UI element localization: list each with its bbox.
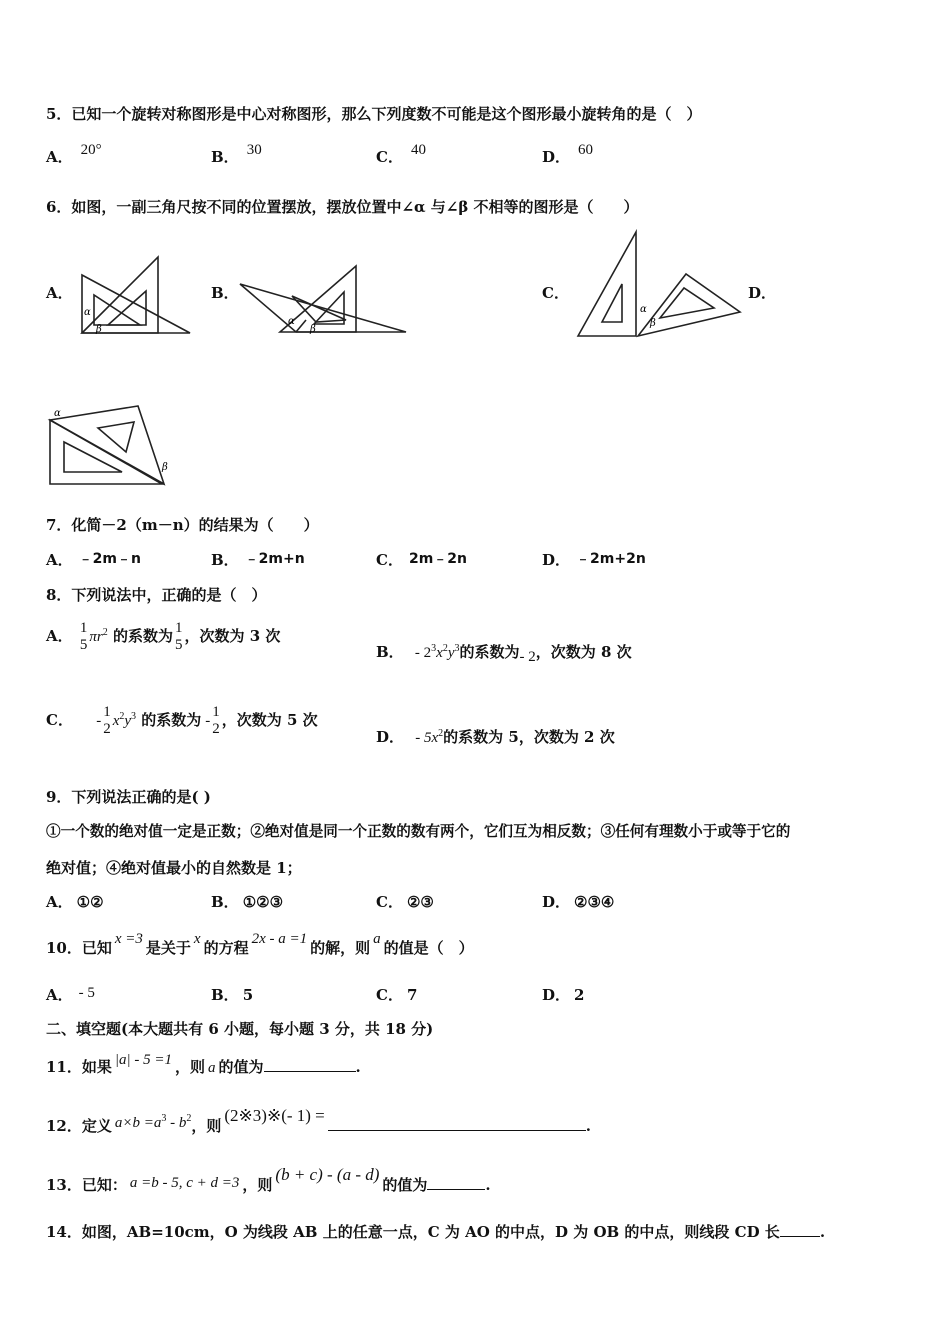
q13-answer-blank[interactable]: [427, 1175, 485, 1190]
q11-answer-blank[interactable]: [264, 1057, 356, 1072]
q5-option-a[interactable]: A． 20°: [46, 142, 102, 166]
q7-option-d[interactable]: D． ﹣2m+2n: [542, 551, 646, 569]
q14-stem: 14．如图，AB=10cm，O 为线段 AB 上的任意一点，C 为 AO 的中点，D 为 OB 的中点，则线段 CD 长 .: [46, 1223, 826, 1241]
q7-option-b[interactable]: B． ﹣2m+n: [211, 551, 305, 569]
q7-option-a[interactable]: A． ﹣2m﹣n: [46, 551, 141, 569]
q5-option-d[interactable]: D． 60: [542, 142, 594, 166]
q14-answer-blank[interactable]: [780, 1222, 820, 1237]
q9-option-a[interactable]: A． ①②: [46, 893, 104, 911]
q8c-coef-fraction: 1 2: [212, 704, 220, 737]
q9-statements-line2: 绝对值；④绝对值最小的自然数是 1；: [46, 859, 302, 877]
q10-option-d[interactable]: D． 2: [542, 986, 585, 1004]
q8-option-c[interactable]: C． - 1 2 $x^2y^3$ 的系数为 - 1 2 ，次数为 5 次: [46, 704, 318, 737]
q6b-alpha-label: α: [288, 316, 295, 327]
q8-stem: 8．下列说法中，正确的是（ ）: [46, 586, 267, 604]
q6c-beta-label: β: [650, 318, 656, 329]
q12-stem: 12．定义 $a\times b =a^3 - b^2$，则(2※3)※(- 1) =.: [46, 1106, 592, 1135]
q6a-beta-label: β: [96, 324, 102, 335]
q8-option-b[interactable]: B． - $2^3x^2y^3$的系数为- 2，次数为 8 次: [376, 643, 632, 665]
q11-stem: 11．如果 |a| - 5 =1 ，则 a 的值为 .: [46, 1052, 361, 1076]
q6d-alpha-label: α: [54, 408, 61, 419]
q8-option-d[interactable]: D． - $5x^2$的系数为 5，次数为 2 次: [376, 728, 615, 746]
q6-option-a[interactable]: A．: [46, 284, 73, 302]
q6-option-d[interactable]: D．: [748, 284, 777, 302]
q8-option-a[interactable]: A． 1 5 $\pi r^2$ 的系数为 1 5 ，次数为 3 次: [46, 620, 281, 653]
q9-stem: 9．下列说法正确的是( ): [46, 788, 211, 806]
q5-option-b[interactable]: B． 30: [211, 142, 262, 166]
q10-option-c[interactable]: C． 7: [376, 986, 418, 1004]
q13-stem: 13．已知： a =b - 5, c + d =3 ，则(b + c) - (a - d)的值为 .: [46, 1165, 491, 1194]
q7-stem: 7．化简－2（m－n）的结果为（ ）: [46, 516, 319, 534]
q7-option-c[interactable]: C． 2m﹣2n: [376, 551, 467, 569]
q6a-alpha-label: α: [84, 307, 91, 318]
q6-figure-d: [42, 402, 176, 490]
q8c-fraction: 1 2: [103, 704, 111, 737]
q6-stem: 6．如图，一副三角尺按不同的位置摆放，摆放位置中∠α 与∠β 不相等的图形是（ ）: [46, 198, 639, 216]
q9-option-c[interactable]: C． ②③: [376, 893, 434, 911]
q6-option-c[interactable]: C．: [542, 284, 569, 302]
q6-option-b[interactable]: B．: [211, 284, 239, 302]
q10-option-b[interactable]: B． 5: [211, 986, 254, 1004]
q10-stem: 10．已知 x =3 是关于 x 的方程 2x - a =1 的解，则 a 的值是（ ）: [46, 931, 474, 957]
q9-option-b[interactable]: B． ①②③: [211, 893, 284, 911]
q5-stem: 5．已知一个旋转对称图形是中心对称图形，那么下列度数不可能是这个图形最小旋转角的是（ ）: [46, 105, 702, 123]
q9-statements-line1: ①一个数的绝对值一定是正数；②绝对值是同一个正数的数有两个，它们互为相反数；③任何有理数小于或等于它的: [46, 823, 791, 840]
q5-option-c[interactable]: C． 40: [376, 142, 426, 166]
q6-figure-a: [78, 255, 196, 337]
q6-figure-c: [574, 228, 746, 340]
q8a-coef-fraction: 1 5: [174, 620, 183, 653]
section-2-title: 二、填空题(本大题共有 6 小题，每小题 3 分，共 18 分): [46, 1020, 434, 1038]
q6c-alpha-label: α: [640, 304, 647, 315]
q6d-beta-label: β: [162, 462, 168, 473]
q10-option-a[interactable]: A． - 5: [46, 985, 95, 1004]
q6-figure-b: [236, 262, 411, 342]
q12-answer-blank[interactable]: [328, 1116, 586, 1131]
q8a-fraction: 1 5: [79, 620, 88, 653]
q9-option-d[interactable]: D． ②③④: [542, 893, 615, 911]
q6b-beta-label: β: [310, 324, 316, 335]
